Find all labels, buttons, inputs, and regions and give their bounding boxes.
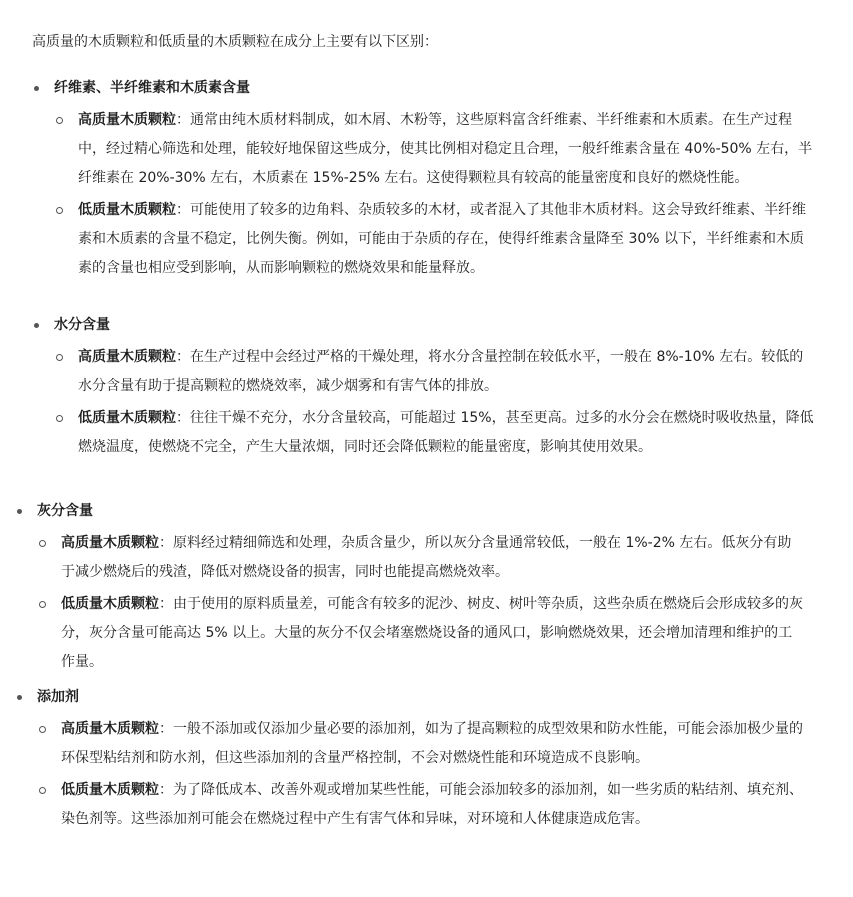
list-item [37,776,803,834]
list-item [54,404,814,462]
item-label: 低质量木质颗粒 [78,410,176,426]
list-item [37,715,803,773]
item-label: 低质量木质颗粒 [61,596,159,612]
item-text: ：往往干燥不充分，水分含量较高，可能超过 15%，甚至更高。过多的水分会在燃烧时吸收热量，降低燃烧温度，使燃烧不完全，产生大量浓烟，同时还会降低颗粒的能量密度，影响其使用效果。 [78,410,814,455]
item-text: ：为了降低成本、改善外观或增加某些性能，可能会添加较多的添加剂，如一些劣质的粘结剂、填充剂、染色剂等。这些添加剂可能会在燃烧过程中产生有害气体和异味，对环境和人体健康造成危害。 [61,782,803,827]
list-item [54,196,814,283]
item-label: 高质量木质颗粒 [61,535,159,551]
item-text: ：可能使用了较多的边角料、杂质较多的木材，或者混入了其他非木质材料。这会导致纤维素、半纤维素和木质素的含量不稳定，比例失衡。例如，可能由于杂质的存在，使得纤维素含量降至 30% 以下，半纤维素和木质素的含量也相应受到影响，从而影响颗粒的燃烧效果和能量释放。 [78,202,806,276]
item-text: ：一般不添加或仅添加少量必要的添加剂，如为了提高颗粒的成型效果和防水性能，可能会添加极少量的环保型粘结剂和防水剂，但这些添加剂的含量严格控制，不会对燃烧性能和环境造成不良影响。 [61,721,803,766]
intro-text: 高质量的木质颗粒和低质量的木质颗粒在成分上主要有以下区别： [32,34,438,50]
item-label: 高质量木质颗粒 [61,721,159,737]
item-label: 低质量木质颗粒 [61,782,159,798]
section-title: 灰分含量 [37,497,797,526]
list-item [37,590,803,677]
item-label: 高质量木质颗粒 [78,112,176,128]
section-title: 添加剂 [37,683,797,712]
item-label: 低质量木质颗粒 [78,202,176,218]
section-additives [37,683,803,834]
section-ash [37,497,803,677]
item-label: 高质量木质颗粒 [78,349,176,365]
item-text: ：由于使用的原料质量差，可能含有较多的泥沙、树皮、树叶等杂质，这些杂质在燃烧后会形成较多的灰分，灰分含量可能高达 5% 以上。大量的灰分不仅会堵塞燃烧设备的通风口，影响燃烧效果，还会增加清理和维护的工作量。 [61,596,803,670]
list-item [54,106,814,193]
item-text: ：原料经过精细筛选和处理，杂质含量少，所以灰分含量通常较低，一般在 1%-2% 左右。低灰分有助于减少燃烧后的残渣，降低对燃烧设备的损害，同时也能提高燃烧效率。 [61,535,792,580]
section-cellulose [54,74,814,283]
list-item [37,529,803,587]
section-title: 纤维素、半纤维素和木质素含量 [54,74,814,103]
section-moisture [54,311,814,462]
item-text: ：在生产过程中会经过严格的干燥处理，将水分含量控制在较低水平，一般在 8%-10% 左右。较低的水分含量有助于提高颗粒的燃烧效率，减少烟雾和有害气体的排放。 [78,349,804,394]
item-text: ：通常由纯木质材料制成，如木屑、木粉等，这些原料富含纤维素、半纤维素和木质素。在生产过程中，经过精心筛选和处理，能较好地保留这些成分，使其比例相对稳定且合理，一般纤维素含量在 40%-50% 左右，半纤维素在 20%-30% 左右，木质素在 15%-25% 左右。这使得颗粒具有较高的能量密度和良好的燃烧性能。 [78,112,813,186]
section-title: 水分含量 [54,311,814,340]
list-item [54,343,814,401]
